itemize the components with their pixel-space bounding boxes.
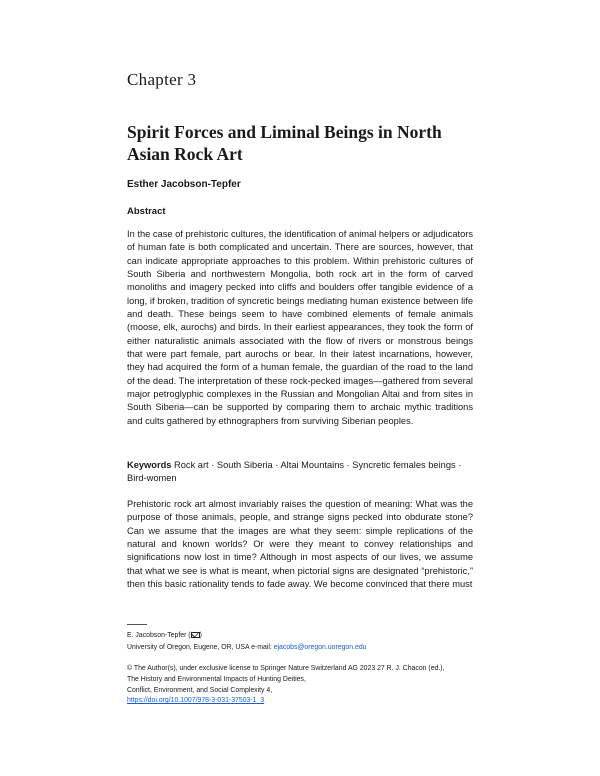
footnote-divider [127, 624, 147, 625]
author-affiliation [127, 630, 367, 654]
body-paragraph: Prehistoric rock art almost invariably raises the question of meaning: What was the purpose of those animals, people, and strange signs pecked into obdurate stone? Can we assume that the images are what they seem: simple replications of the natural and known worlds? Or were they meant to convey relationships and significations now lost in time? Although in most aspects of our lives, we assume that what we see is what is meant, when pictorial signs are designated “prehistoric,” then this basic rationality tends to fade away. We become convinced that there must [127, 499, 473, 590]
affiliation-address: University of Oregon, Eugene, OR, USA e-mail: [127, 644, 274, 651]
copyright-line-2: The History and Environmental Impacts of Hunting Deities, [127, 675, 306, 683]
chapter-label: Chapter 3 [127, 70, 197, 89]
copyright-line-3: Conflict, Environment, and Social Complexity 4, [127, 686, 273, 694]
affiliation-name-end: ) [199, 632, 202, 639]
keywords-label: Keywords [127, 460, 172, 470]
abstract-heading: Abstract [127, 206, 166, 217]
envelope-icon[interactable] [191, 632, 200, 638]
doi-link[interactable]: https://doi.org/10.1007/978-3-031-37503-1_3 [127, 697, 265, 705]
copyright-notice [127, 664, 487, 707]
chapter-title: Spirit Forces and Liminal Beings in North Asian Rock Art [127, 122, 442, 164]
keywords-text: Rock art · South Siberia · Altai Mountains · Syncretic females beings · Bird-women [127, 460, 462, 484]
author-name: Esther Jacobson-Tepfer [127, 179, 241, 190]
affiliation-name: E. Jacobson-Tepfer ( [127, 632, 191, 639]
keywords [127, 459, 473, 486]
email-link[interactable]: ejacobs@oregon.uoregon.edu [273, 644, 367, 651]
copyright-line-1: © The Author(s), under exclusive license to Springer Nature Switzerland AG 2023 27 R. J. Chacon (ed.), [127, 665, 445, 672]
abstract-text: In the case of prehistoric cultures, the identification of animal helpers or adjudicators of human fate is both complicated and uncertain. There are sources, however, that can indicate appropriate approaches to this problem. Within prehistoric cultures of South Siberia and northwestern Mongolia, both rock art in the form of carved monoliths and imagery pecked into cliffs and boulders offer tangible evidence of a long, if broken, tradition of syncretic beings mediating human existence between life and death. These beings seem to have combined elements of female animals (moose, elk, aurochs) and birds. In their earliest appearances, they took the form of either naturalistic animals associated with the flow of rivers or monstrous beings that were part female, part aurochs or bear. In their latest incarnations, however, they had acquired the form of a human female, the guardian of the road to the land of the dead. The interpretation of these rock-pecked images—gathered from several major petroglyphic complexes in the Russian and Mongolian Altai and from sites in South Siberia—can be supported by comparing them to archaic mythic traditions and cults gathered by ethnographers from surviving Siberian peoples. [127, 229, 473, 426]
